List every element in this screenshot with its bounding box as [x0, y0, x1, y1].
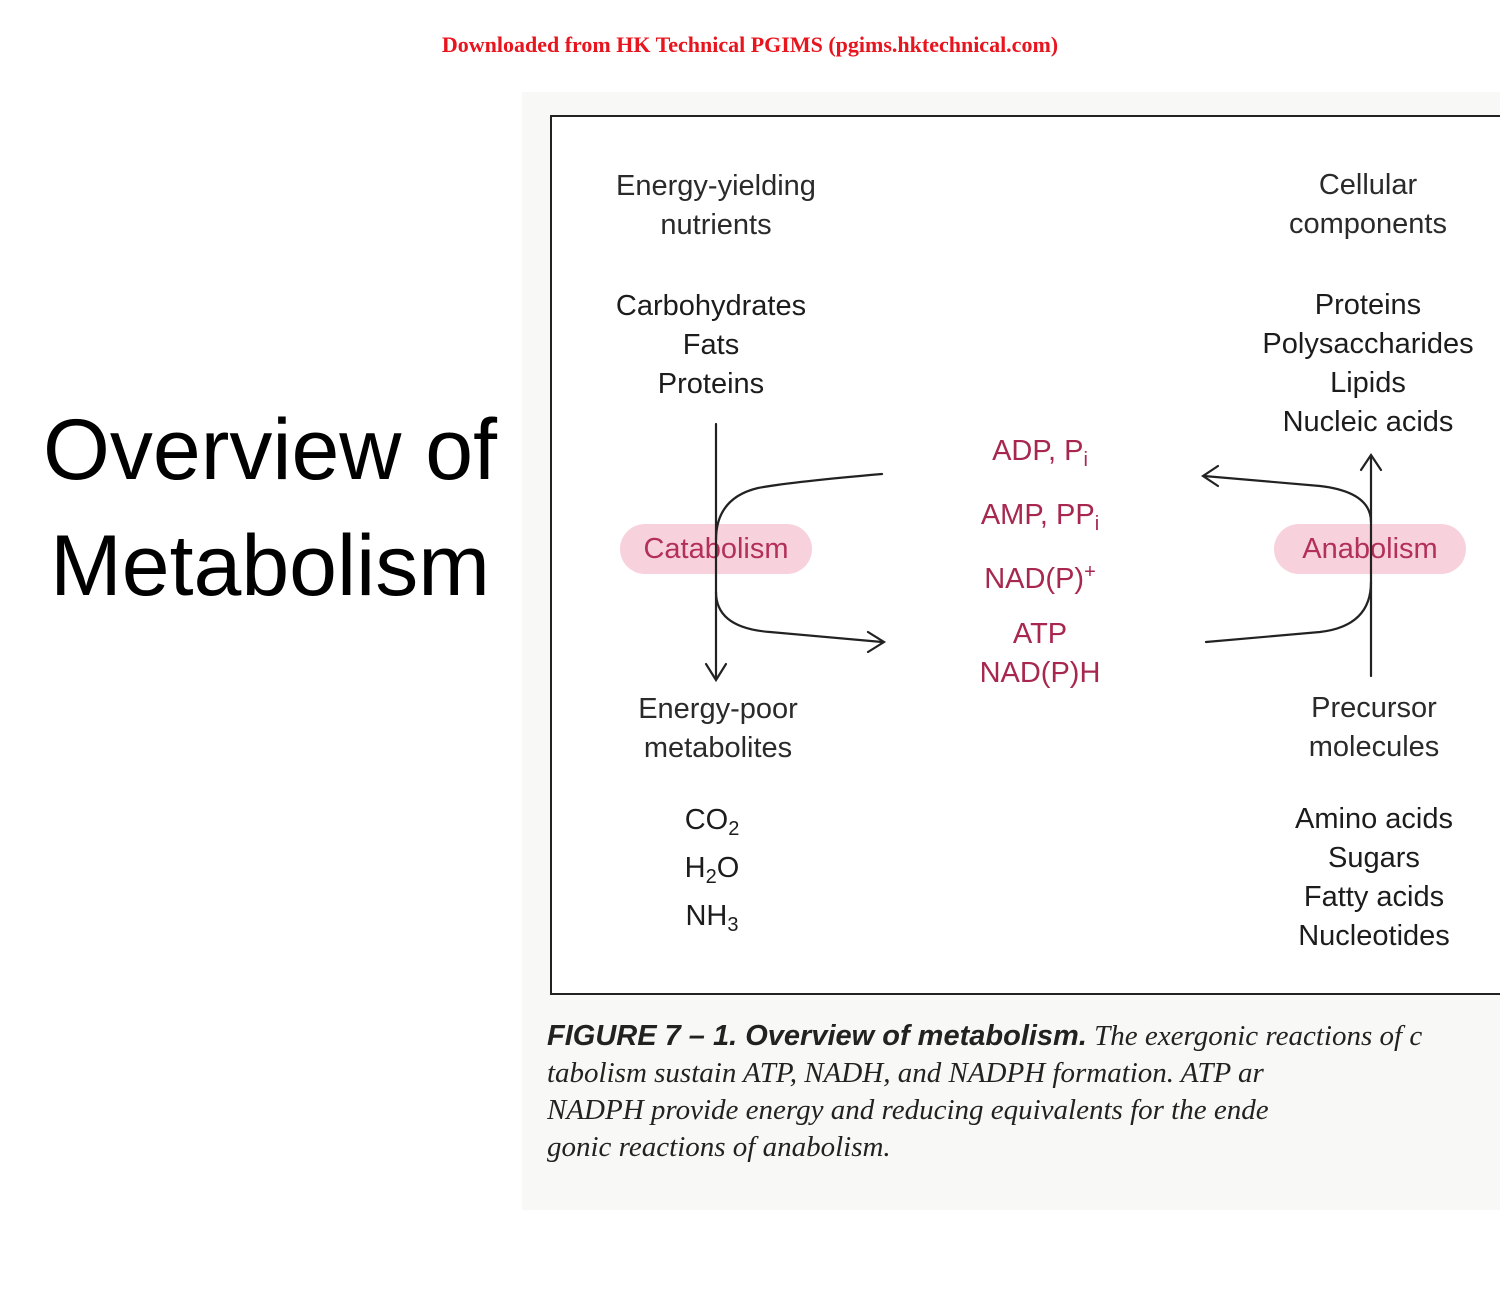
list-item: ATP: [1012, 618, 1068, 650]
list-item: NAD(P)H: [979, 657, 1101, 689]
list-item: Carbohydrates: [615, 290, 807, 322]
energy-poor-metabolites-header: Energy-poor metabolites: [638, 693, 798, 764]
energy-yielding-nutrients-header: Energy-yielding nutrients: [616, 170, 816, 241]
list-item: Nucleic acids: [1282, 406, 1454, 438]
list-item: Fats: [682, 329, 740, 361]
caption-line-3: NADPH provide energy and reducing equivalents for the ende: [547, 1094, 1269, 1126]
figure-caption: [547, 1018, 1500, 1166]
catabolism-label: Catabolism: [620, 524, 812, 574]
list-item: Amino acids: [1295, 803, 1453, 835]
slide-title-line-2: Metabolism: [50, 518, 490, 614]
download-banner: Downloaded from HK Technical PGIMS (pgims.hktechnical.com): [441, 32, 1059, 57]
list-item: Nucleotides: [1298, 920, 1450, 952]
caption-line-4: gonic reactions of anabolism.: [547, 1131, 891, 1163]
catabolism-input-branch: [716, 474, 882, 540]
caption-lead: FIGURE 7 – 1. Overview of metabolism.: [547, 1020, 1087, 1052]
cellular-components-header: Cellular components: [1289, 169, 1447, 240]
catabolism-output-branch: [716, 592, 882, 642]
list-item: Fatty acids: [1303, 881, 1445, 913]
list-item: Polysaccharides: [1262, 328, 1474, 360]
caption-line-2: tabolism sustain ATP, NADH, and NADPH formation. ATP ar: [547, 1057, 1264, 1089]
list-item: $NH_3$: [685, 900, 739, 936]
caption-line-1: FIGURE 7 – 1. Overview of metabolism. The exergonic reactions of c: [547, 1020, 1423, 1052]
list-item: $CO_2$: [684, 804, 740, 840]
list-item: Proteins: [657, 368, 765, 400]
list-item: Proteins: [1314, 289, 1422, 321]
list-item: ADP, $P_i$: [992, 435, 1088, 471]
anabolism-label: Anabolism: [1274, 524, 1466, 574]
list-item: $H_2O$: [684, 852, 740, 888]
list-item: Sugars: [1328, 842, 1420, 874]
list-item: NAD(P)+: [984, 561, 1096, 595]
list-item: Lipids: [1330, 367, 1406, 399]
precursor-molecules-header: Precursor molecules: [1308, 692, 1440, 763]
list-item: AMP, $PP_i$: [980, 499, 1100, 535]
anabolism-output-branch: [1204, 476, 1371, 522]
slide-title-line-1: Overview of: [42, 402, 498, 498]
anabolism-input-branch: [1206, 582, 1371, 642]
